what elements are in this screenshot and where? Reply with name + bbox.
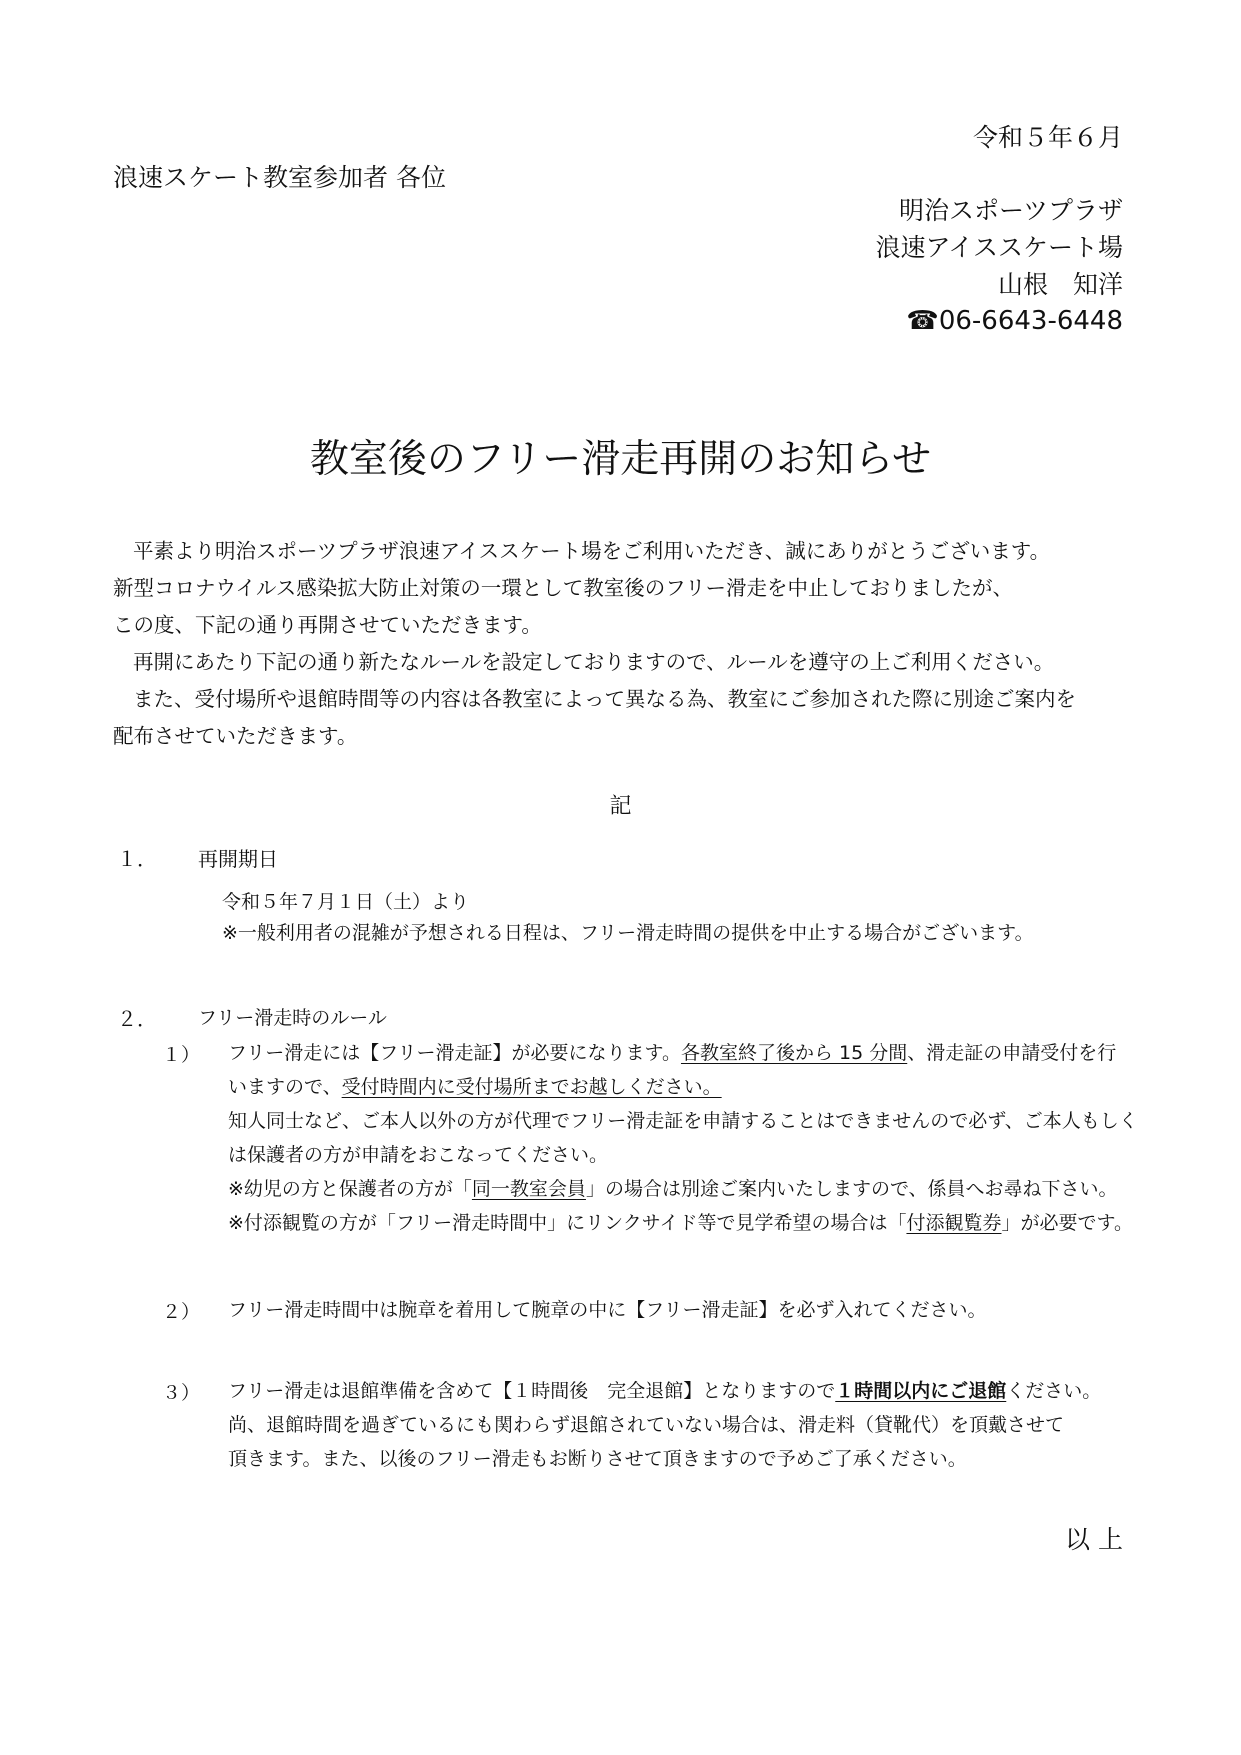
rule-1-line: は保護者の方が申請をおこなってください。 [228,1144,609,1166]
exit-deadline: １時間以内にご退館 [835,1380,1007,1402]
phone-icon: ☎ [906,306,939,336]
section-2-heading: フリー滑走時のルール [198,1007,387,1029]
sender-person: 山根 知洋 [997,270,1123,299]
rule-1-line [228,1172,1138,1206]
rule-1-line [228,1206,1138,1240]
section-2-number: ２． [117,1007,157,1031]
intro-line: 新型コロナウイルス感染拡大防止対策の一環として教室後のフリー滑走を中止しておりましたが、 [113,576,1013,600]
rule-1-line [228,1036,1138,1070]
rule-1-text: 」が必要です。 [1001,1212,1133,1234]
rule-1-body [228,1036,1138,1240]
rule-1-text: フリー滑走には【フリー滑走証】が必要になります。 [228,1042,681,1064]
section-1-body [222,887,1034,949]
rule-2-number: ２） [162,1301,201,1323]
sender-phone [875,303,1123,340]
document-title: 教室後のフリー滑走再開のお知らせ [309,437,932,482]
addressee: 浪速スケート教室参加者 各位 [113,163,446,192]
reception-period: 各教室終了後から 15 分間 [680,1042,908,1064]
reception-notice: 受付時間内に受付場所までお越しください。 [341,1076,722,1098]
rule-3-line [228,1374,1101,1408]
rule-1-text: 、滑走証の申請受付を行 [907,1042,1117,1064]
rule-1-number: １） [162,1044,201,1066]
ki-heading: 記 [609,794,632,819]
intro-line: 平素より明治スポーツプラザ浪速アイススケート場をご利用いただき、誠にありがとうございます。 [133,539,1051,563]
rule-1-text: ※幼児の方と保護者の方が「 [228,1178,472,1200]
document-date: 令和５年６月 [972,123,1123,152]
section-1-note: ※一般利用者の混雑が予想される日程は、フリー滑走時間の提供を中止する場合がございます。 [222,922,1034,944]
rule-2-text: フリー滑走時間中は腕章を着用して腕章の中に【フリー滑走証】を必ず入れてください。 [228,1299,987,1321]
spectator-ticket: 付添観覧券 [906,1212,1002,1234]
resume-date: 令和５年７月１日（土）より [222,891,470,913]
rule-3-line: 尚、退館時間を過ぎているにも関わらず退館されていない場合は、滑走料（貸靴代）を頂戴させて [228,1414,1065,1436]
section-1-heading: 再開期日 [198,847,278,871]
rule-1-line: 知人同士など、ご本人以外の方が代理でフリー滑走証を申請することはできませんので必ず、ご本人もしく [228,1110,1138,1132]
rule-1-text: いますので、 [228,1076,342,1098]
intro-line: 配布させていただきます。 [113,724,358,748]
rule-3-text: ください。 [1006,1380,1102,1402]
same-class-member: 同一教室会員 [471,1178,586,1200]
phone-number: 06-6643-6448 [938,306,1123,336]
section-1-number: １． [117,847,157,871]
rule-1-text: 」の場合は別途ご案内いたしますので、係員へお尋ね下さい。 [585,1178,1118,1200]
intro-line: この度、下記の通り再開させていただきます。 [113,613,542,637]
intro-line: 再開にあたり下記の通り新たなルールを設定しておりますので、ルールを遵守の上ご利用ください。 [133,650,1055,674]
rule-1-line [228,1070,1138,1104]
rule-3-line: 頂きます。また、以後のフリー滑走もお断りさせて頂きますので予めご了承ください。 [228,1448,967,1470]
sender-org-1: 明治スポーツプラザ [898,196,1123,225]
intro-paragraph [113,533,1076,755]
closing-mark: 以 上 [1065,1525,1123,1554]
sender-block [875,192,1123,340]
rule-3-number: ３） [162,1382,201,1404]
sender-org-2: 浪速アイススケート場 [875,233,1123,262]
intro-line: また、受付場所や退館時間等の内容は各教室によって異なる為、教室にご参加された際に別途ご案内を [133,687,1076,711]
rule-3-text: フリー滑走は退館準備を含めて【１時間後 完全退館】となりますので [228,1380,836,1402]
rule-3-body [228,1374,1101,1476]
rule-1-text: ※付添観覧の方が「フリー滑走時間中」にリンクサイド等で見学希望の場合は「 [228,1212,907,1234]
